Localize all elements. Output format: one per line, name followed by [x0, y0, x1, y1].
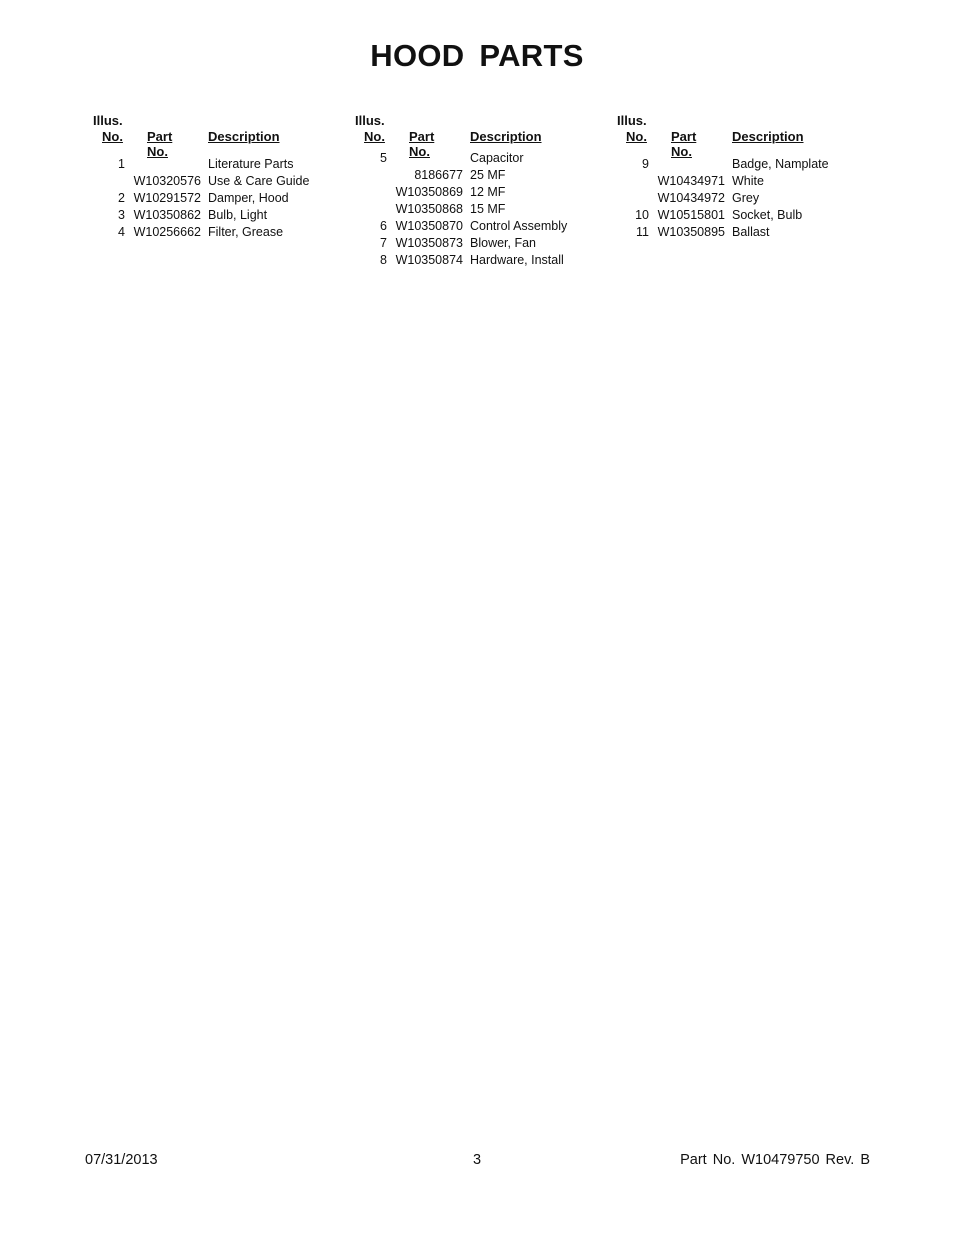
part-no: W10350870: [395, 219, 463, 233]
part-description: Hardware, Install: [470, 253, 564, 267]
part-no: W10434972: [657, 191, 725, 205]
footer-page-number: 3: [472, 1152, 482, 1168]
illus-no: 7: [380, 236, 387, 250]
part-description: Badge, Namplate: [732, 157, 829, 171]
header-illus: Illus.: [93, 113, 123, 128]
part-no: W10350874: [395, 253, 463, 267]
header-no: No.: [102, 129, 123, 144]
illus-no: 10: [635, 208, 649, 222]
part-description: Bulb, Light: [208, 208, 268, 222]
part-description: 15 MF: [470, 202, 506, 216]
header-part-no: Part No.: [671, 129, 697, 159]
part-description: Filter, Grease: [208, 225, 284, 239]
part-description: Control Assembly: [470, 219, 568, 233]
part-no: W10350873: [395, 236, 463, 250]
header-illus: Illus.: [617, 113, 647, 128]
illus-no: 4: [118, 225, 125, 239]
header-part-no: Part No.: [409, 129, 435, 159]
header-no: No.: [626, 129, 647, 144]
illus-no: 3: [118, 208, 125, 222]
footer-date: 07/31/2013: [85, 1152, 158, 1168]
part-no: W10350862: [133, 208, 201, 222]
header-no: No.: [364, 129, 385, 144]
part-description: Ballast: [732, 225, 770, 239]
illus-no: 9: [642, 157, 649, 171]
part-description: White: [732, 174, 764, 188]
part-description: Socket, Bulb: [732, 208, 803, 222]
part-description: Damper, Hood: [208, 191, 289, 205]
part-no: W10256662: [133, 225, 201, 239]
illus-no: 11: [636, 225, 649, 239]
part-no: W10434971: [657, 174, 725, 188]
header-illus: Illus.: [355, 113, 385, 128]
part-description: Literature Parts: [208, 157, 294, 171]
part-description: Use & Care Guide: [208, 174, 310, 188]
illus-no: 5: [380, 151, 387, 165]
part-no: W10320576: [133, 174, 201, 188]
part-description: Grey: [732, 191, 760, 205]
illus-no: 8: [380, 253, 387, 267]
part-description: 12 MF: [470, 185, 506, 199]
part-description: 25 MF: [470, 168, 506, 182]
header-description: Description: [470, 129, 542, 144]
header-part-no: Part No.: [147, 129, 173, 159]
header-description: Description: [208, 129, 280, 144]
page-title: HOOD PARTS: [370, 38, 584, 73]
part-no: W10350869: [395, 185, 463, 199]
part-description: Capacitor: [470, 151, 524, 165]
illus-no: 2: [118, 191, 125, 205]
part-description: Blower, Fan: [470, 236, 537, 250]
footer-part-number: Part No. W10479750 Rev. B: [680, 1152, 870, 1168]
part-no: W10350868: [395, 202, 463, 216]
part-no: W10350895: [657, 225, 725, 239]
illus-no: 6: [380, 219, 387, 233]
header-description: Description: [732, 129, 804, 144]
illus-no: 1: [118, 157, 125, 171]
part-no: W10515801: [657, 208, 725, 222]
part-no: W10291572: [133, 191, 201, 205]
part-no: 8186677: [414, 168, 463, 182]
